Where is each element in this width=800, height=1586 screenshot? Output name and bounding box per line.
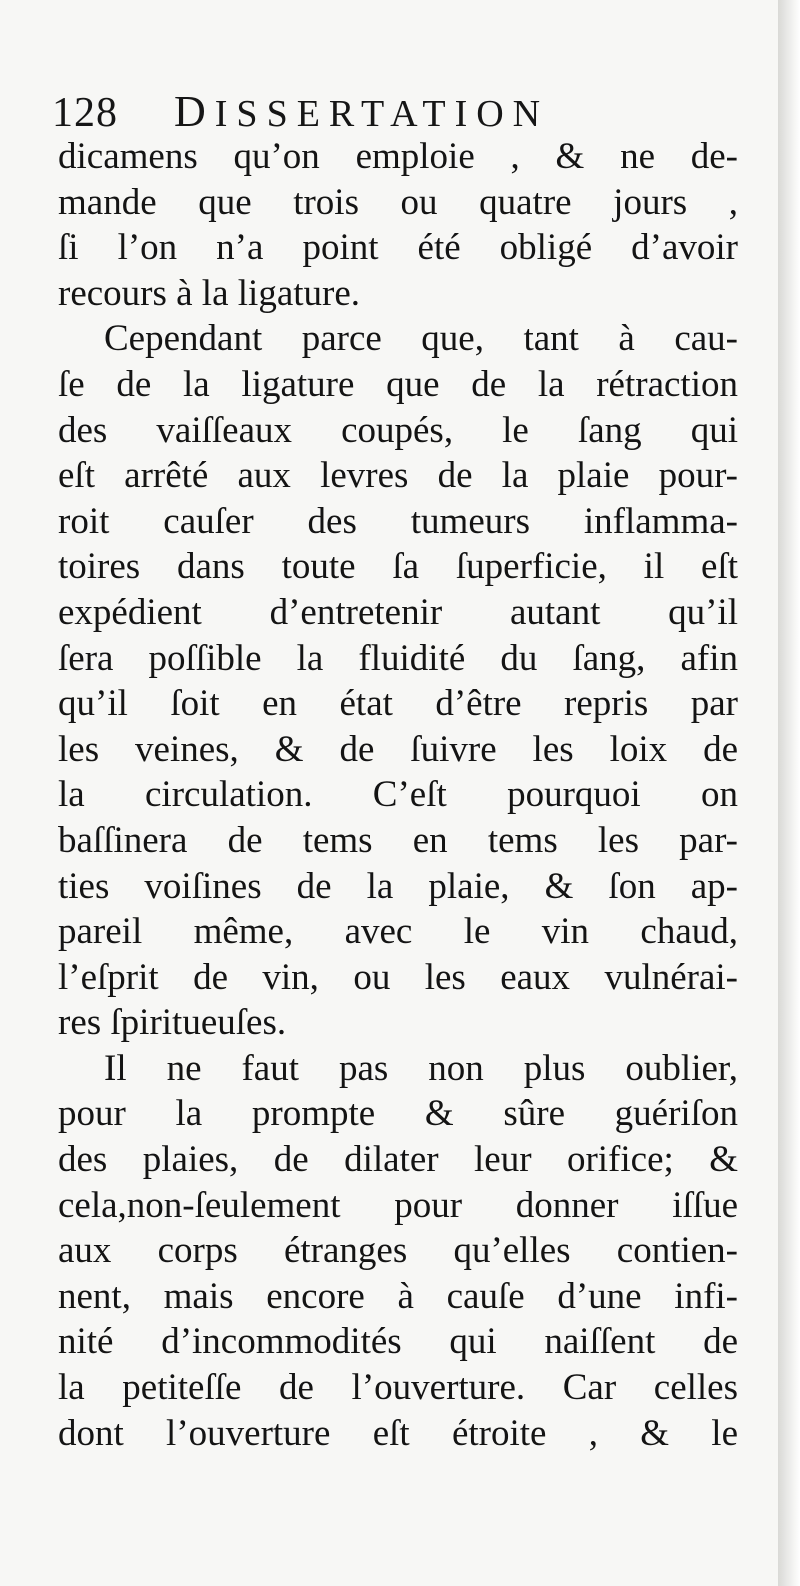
text-line: pareil même, avec le vin chaud, xyxy=(58,911,738,953)
text-line: nent, mais encore à cauſe d’une infi- xyxy=(58,1275,738,1317)
running-title-rest: ISSERTATION xyxy=(214,93,550,135)
text-line: ſe de la ligature que de la rétraction xyxy=(58,363,738,405)
body-text xyxy=(58,134,738,1456)
page-number: 128 xyxy=(52,90,118,136)
text-line: mande que trois ou quatre jours , xyxy=(58,181,738,223)
text-line: la circulation. C’eſt pourquoi on xyxy=(58,774,738,816)
text-line: baſſinera de tems en tems les par- xyxy=(58,819,738,861)
text-line: des vaiſſeaux coupés, le ſang qui xyxy=(58,409,738,451)
text-line: roit cauſer des tumeurs inflamma- xyxy=(58,500,738,542)
text-line: pour la prompte & sûre guériſon xyxy=(58,1093,738,1135)
text-line: ſi l’on n’a point été obligé d’avoir xyxy=(58,227,738,269)
running-title xyxy=(174,86,549,137)
text-line: cela,non-ſeulement pour donner iſſue xyxy=(58,1184,738,1226)
text-line: toires dans toute ſa ſuperficie, il eſt xyxy=(58,546,738,588)
running-title-initial: D xyxy=(174,87,215,136)
text-line: recours à la ligature. xyxy=(58,272,361,314)
text-line: la petiteſſe de l’ouverture. Car celles xyxy=(58,1367,738,1409)
text-line: dicamens qu’on emploie , & ne de- xyxy=(58,136,738,177)
text-line: Il ne faut pas non plus oublier, xyxy=(104,1047,738,1089)
text-line: les veines, & de ſuivre les loix de xyxy=(58,728,738,770)
text-line: l’eſprit de vin, ou les eaux vulnérai- xyxy=(58,956,738,998)
text-line: qu’il ſoit en état d’être repris par xyxy=(58,683,738,725)
text-line: ſera poſſible la fluidité du ſang, afin xyxy=(58,637,738,679)
page-edge-shadow xyxy=(778,0,800,1586)
text-line: dont l’ouverture eſt étroite , & le xyxy=(58,1412,738,1454)
text-line: expédient d’entretenir autant qu’il xyxy=(58,591,738,633)
text-line: Cependant parce que, tant à cau- xyxy=(104,318,738,360)
text-line: aux corps étranges qu’elles contien- xyxy=(58,1230,738,1272)
text-line: nité d’incommodités qui naiſſent de xyxy=(58,1321,738,1363)
text-line: des plaies, de dilater leur orifice; & xyxy=(58,1139,738,1181)
text-line: eſt arrêté aux levres de la plaie pour- xyxy=(58,455,738,497)
text-line: res ſpiritueuſes. xyxy=(58,1002,287,1044)
text-line: ties voiſines de la plaie, & ſon ap- xyxy=(58,865,738,907)
